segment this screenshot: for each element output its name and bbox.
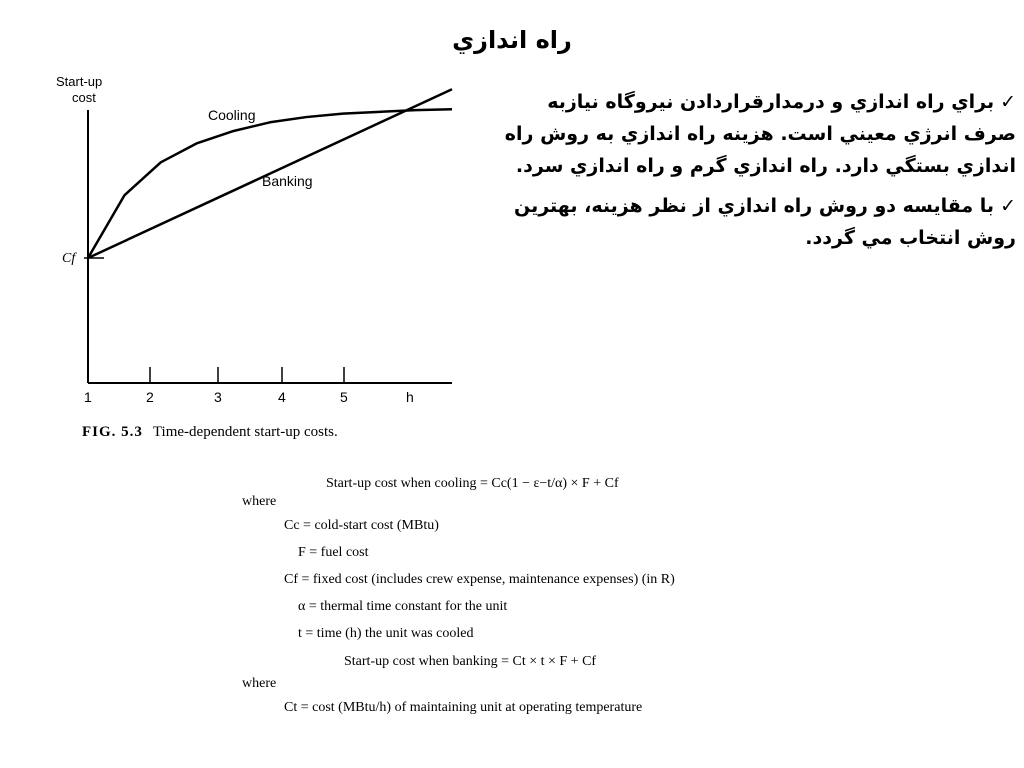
x-tick-label: 3 bbox=[214, 389, 222, 405]
bullet-item bbox=[494, 190, 1016, 254]
origin-cf-label: Cf bbox=[62, 251, 76, 266]
x-tick-label: 2 bbox=[146, 389, 154, 405]
series-group bbox=[84, 89, 452, 258]
x-tick-label: 1 bbox=[84, 389, 92, 405]
definition-f: F = fuel cost bbox=[298, 545, 369, 560]
y-axis-label-line2: cost bbox=[72, 90, 96, 105]
startup-cost-chart bbox=[48, 70, 468, 405]
bullet-text: براي راه اندازي و درمدارقراردادن نيروگاه نيازبه صرف انرژي معيني است. هزينه راه اندازي به روش راه اندازي بستگي دارد. راه اندازي گرم و راه اندازي سرد. bbox=[504, 91, 1016, 177]
figure-number: FIG. 5.3 bbox=[82, 424, 143, 440]
x-tick-label: 5 bbox=[340, 389, 348, 405]
definition-ct: Ct = cost (MBtu/h) of maintaining unit at operating temperature bbox=[284, 700, 643, 715]
checkmark-icon: ✓ bbox=[1000, 91, 1016, 113]
x-unit-label: h bbox=[406, 389, 414, 405]
where-label: where bbox=[242, 676, 277, 691]
bullet-text: با مقايسه دو روش راه اندازي از نظر هزينه، بهترين روش انتخاب مي گردد. bbox=[514, 195, 1016, 249]
startup-cost-figure bbox=[48, 70, 468, 405]
checkmark-icon: ✓ bbox=[1000, 195, 1016, 217]
series-label-banking: Banking bbox=[262, 173, 313, 189]
definition-cf: Cf = fixed cost (includes crew expense, maintenance expenses) (in R) bbox=[284, 572, 675, 587]
x-ticks bbox=[84, 367, 348, 405]
x-tick-label: 4 bbox=[278, 389, 286, 405]
figure-caption-text: Time-dependent start-up costs. bbox=[152, 424, 338, 440]
y-axis-label-line1: Start-up bbox=[56, 74, 103, 89]
definition-alpha: α = thermal time constant for the unit bbox=[298, 599, 508, 614]
where-label: where bbox=[242, 494, 277, 509]
equations-block bbox=[0, 468, 1024, 728]
definition-cc: Cc = cold-start cost (MBtu) bbox=[284, 518, 439, 533]
cooling-equation: Start-up cost when cooling = Cc(1 − ε−t/α) × F + Cf bbox=[326, 476, 619, 491]
figure-caption bbox=[82, 424, 338, 441]
banking-equation: Start-up cost when banking = Ct × t × F + Cf bbox=[344, 654, 597, 669]
bullet-list bbox=[494, 86, 1016, 262]
bullet-item bbox=[494, 86, 1016, 182]
series-label-cooling: Cooling bbox=[208, 107, 256, 123]
slide-title: راه اندازي bbox=[452, 26, 572, 54]
definition-t: t = time (h) the unit was cooled bbox=[298, 626, 474, 641]
